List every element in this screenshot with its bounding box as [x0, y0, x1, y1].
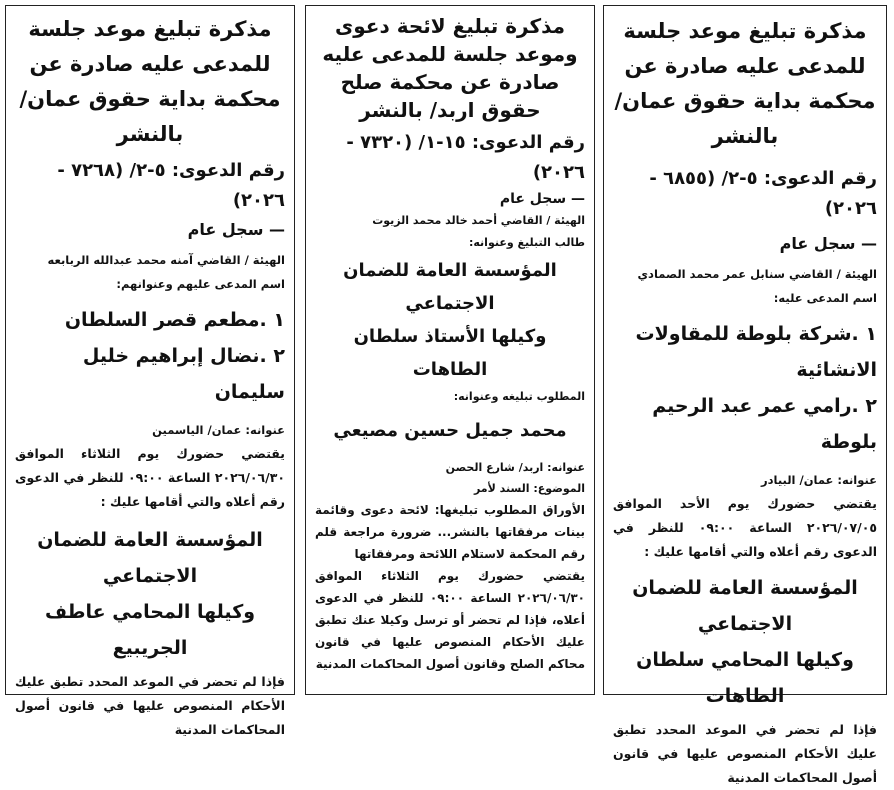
requester-1: المؤسسة العامة للضمان الاجتماعي [343, 260, 557, 314]
defendant-label: اسم المدعى عليهم وعنوانهم: [116, 277, 285, 291]
case-number: رقم الدعوى: ١٥-١/ (٧٣٢٠ - ٢٠٢٦) [346, 132, 585, 183]
notice-middle [305, 5, 595, 695]
notice-body: يقتضي حضورك يوم الأحد الموافق ٢٠٢٦/٠٧/٠٥ الساعة ٠٩:٠٠ للنظر في الدعوى رقم أعلاه والتي أقامها عليك : [613, 496, 877, 559]
notice-body: يقتضي حضورك يوم الثلاثاء الموافق ٢٠٢٦/٠٦/٣٠ الساعة ٠٩:٠٠ للنظر في الدعوى أعلاه، فإذا لم تحضر أو ترسل وكيلا عنك تطبق عليك الأحكام المنصوص عليها في قانون محاكم الصلح وقانون أصول المحاكمات المدنية [315, 569, 585, 671]
defendant-1: ١ .شركة بلوطة للمقاولات الانشائية [635, 323, 877, 381]
registry: — سجل عام [499, 191, 585, 207]
notice-left [5, 5, 295, 737]
defendant-1: ١ .مطعم قصر السلطان [64, 309, 285, 331]
requester-2: وكيلها الأستاذ سلطان الطاهات [353, 326, 547, 380]
address: عنوانه: عمان/ البيادر [761, 473, 877, 487]
case-number: رقم الدعوى: ٥-٢/ (٧٢٦٨ - ٢٠٢٦) [57, 160, 285, 211]
panel: الهيئة / القاضي سنابل عمر محمد الصمادي [637, 267, 877, 281]
address: عنوانه: عمان/ الياسمين [152, 423, 285, 437]
notice-footer: فإذا لم تحضر في الموعد المحدد تطبق عليك الأحكام المنصوص عليها في قانون أصول المحاكمات المدنية [15, 674, 285, 737]
plaintiff: المؤسسة العامة للضمان الاجتماعي [37, 529, 263, 587]
documents: الأوراق المطلوب تبليغها: لائحة دعوى وقائمة بينات مرفقاتها بالنشر... ضرورة مراجعة قلم رقم المحكمة لاستلام اللائحة ومرفقاتها [315, 503, 585, 561]
lawyer: وكيلها المحامي عاطف الجريبيع [44, 601, 256, 659]
subject: الموضوع: السند لأمر [473, 482, 585, 495]
requester-label: طالب التبليغ وعنوانه: [468, 236, 585, 249]
notified-name: محمد جميل حسين مصيعي [333, 420, 567, 441]
panel: الهيئة / القاضي أحمد خالد محمد الزيوت [372, 214, 585, 227]
defendant-2: ٢ .نضال إبراهيم خليل سليمان [82, 345, 285, 403]
lawyer: وكيلها المحامي سلطان الطاهات [636, 649, 854, 707]
registry: — سجل عام [779, 234, 877, 253]
notice-title: مذكرة تبليغ موعد جلسة للمدعى عليه صادرة عن محكمة بداية حقوق عمان/ بالنشر [614, 19, 876, 148]
plaintiff: المؤسسة العامة للضمان الاجتماعي [632, 577, 858, 635]
registry: — سجل عام [187, 220, 285, 239]
notice-title: مذكرة تبليغ موعد جلسة للمدعى عليه صادرة عن محكمة بداية حقوق عمان/ بالنشر [19, 17, 281, 146]
panel: الهيئة / القاضي آمنه محمد عبدالله الربابعه [47, 253, 285, 267]
notice-body: يقتضي حضورك يوم الثلاثاء الموافق ٢٠٢٦/٠٦/٣٠ الساعة ٠٩:٠٠ للنظر في الدعوى رقم أعلاه والتي أقامها عليك : [15, 446, 285, 509]
notice-title: مذكرة تبليغ لائحة دعوى وموعد جلسة للمدعى عليه صادرة عن محكمة صلح حقوق اربد/ بالنشر [322, 14, 578, 122]
defendant-label: اسم المدعى عليه: [773, 291, 877, 305]
address: عنوانه: اربد/ شارع الحصن [445, 461, 585, 474]
case-number: رقم الدعوى: ٥-٢/ (٦٨٥٥ - ٢٠٢٦) [649, 168, 877, 219]
notice-right [603, 5, 887, 785]
notified-label: المطلوب تبليغه وعنوانه: [453, 390, 585, 403]
defendant-2: ٢ .رامي عمر عبد الرحيم بلوطة [652, 395, 877, 453]
notice-footer: فإذا لم تحضر في الموعد المحدد تطبق عليك الأحكام المنصوص عليها في قانون أصول المحاكمات المدنية [613, 722, 877, 785]
